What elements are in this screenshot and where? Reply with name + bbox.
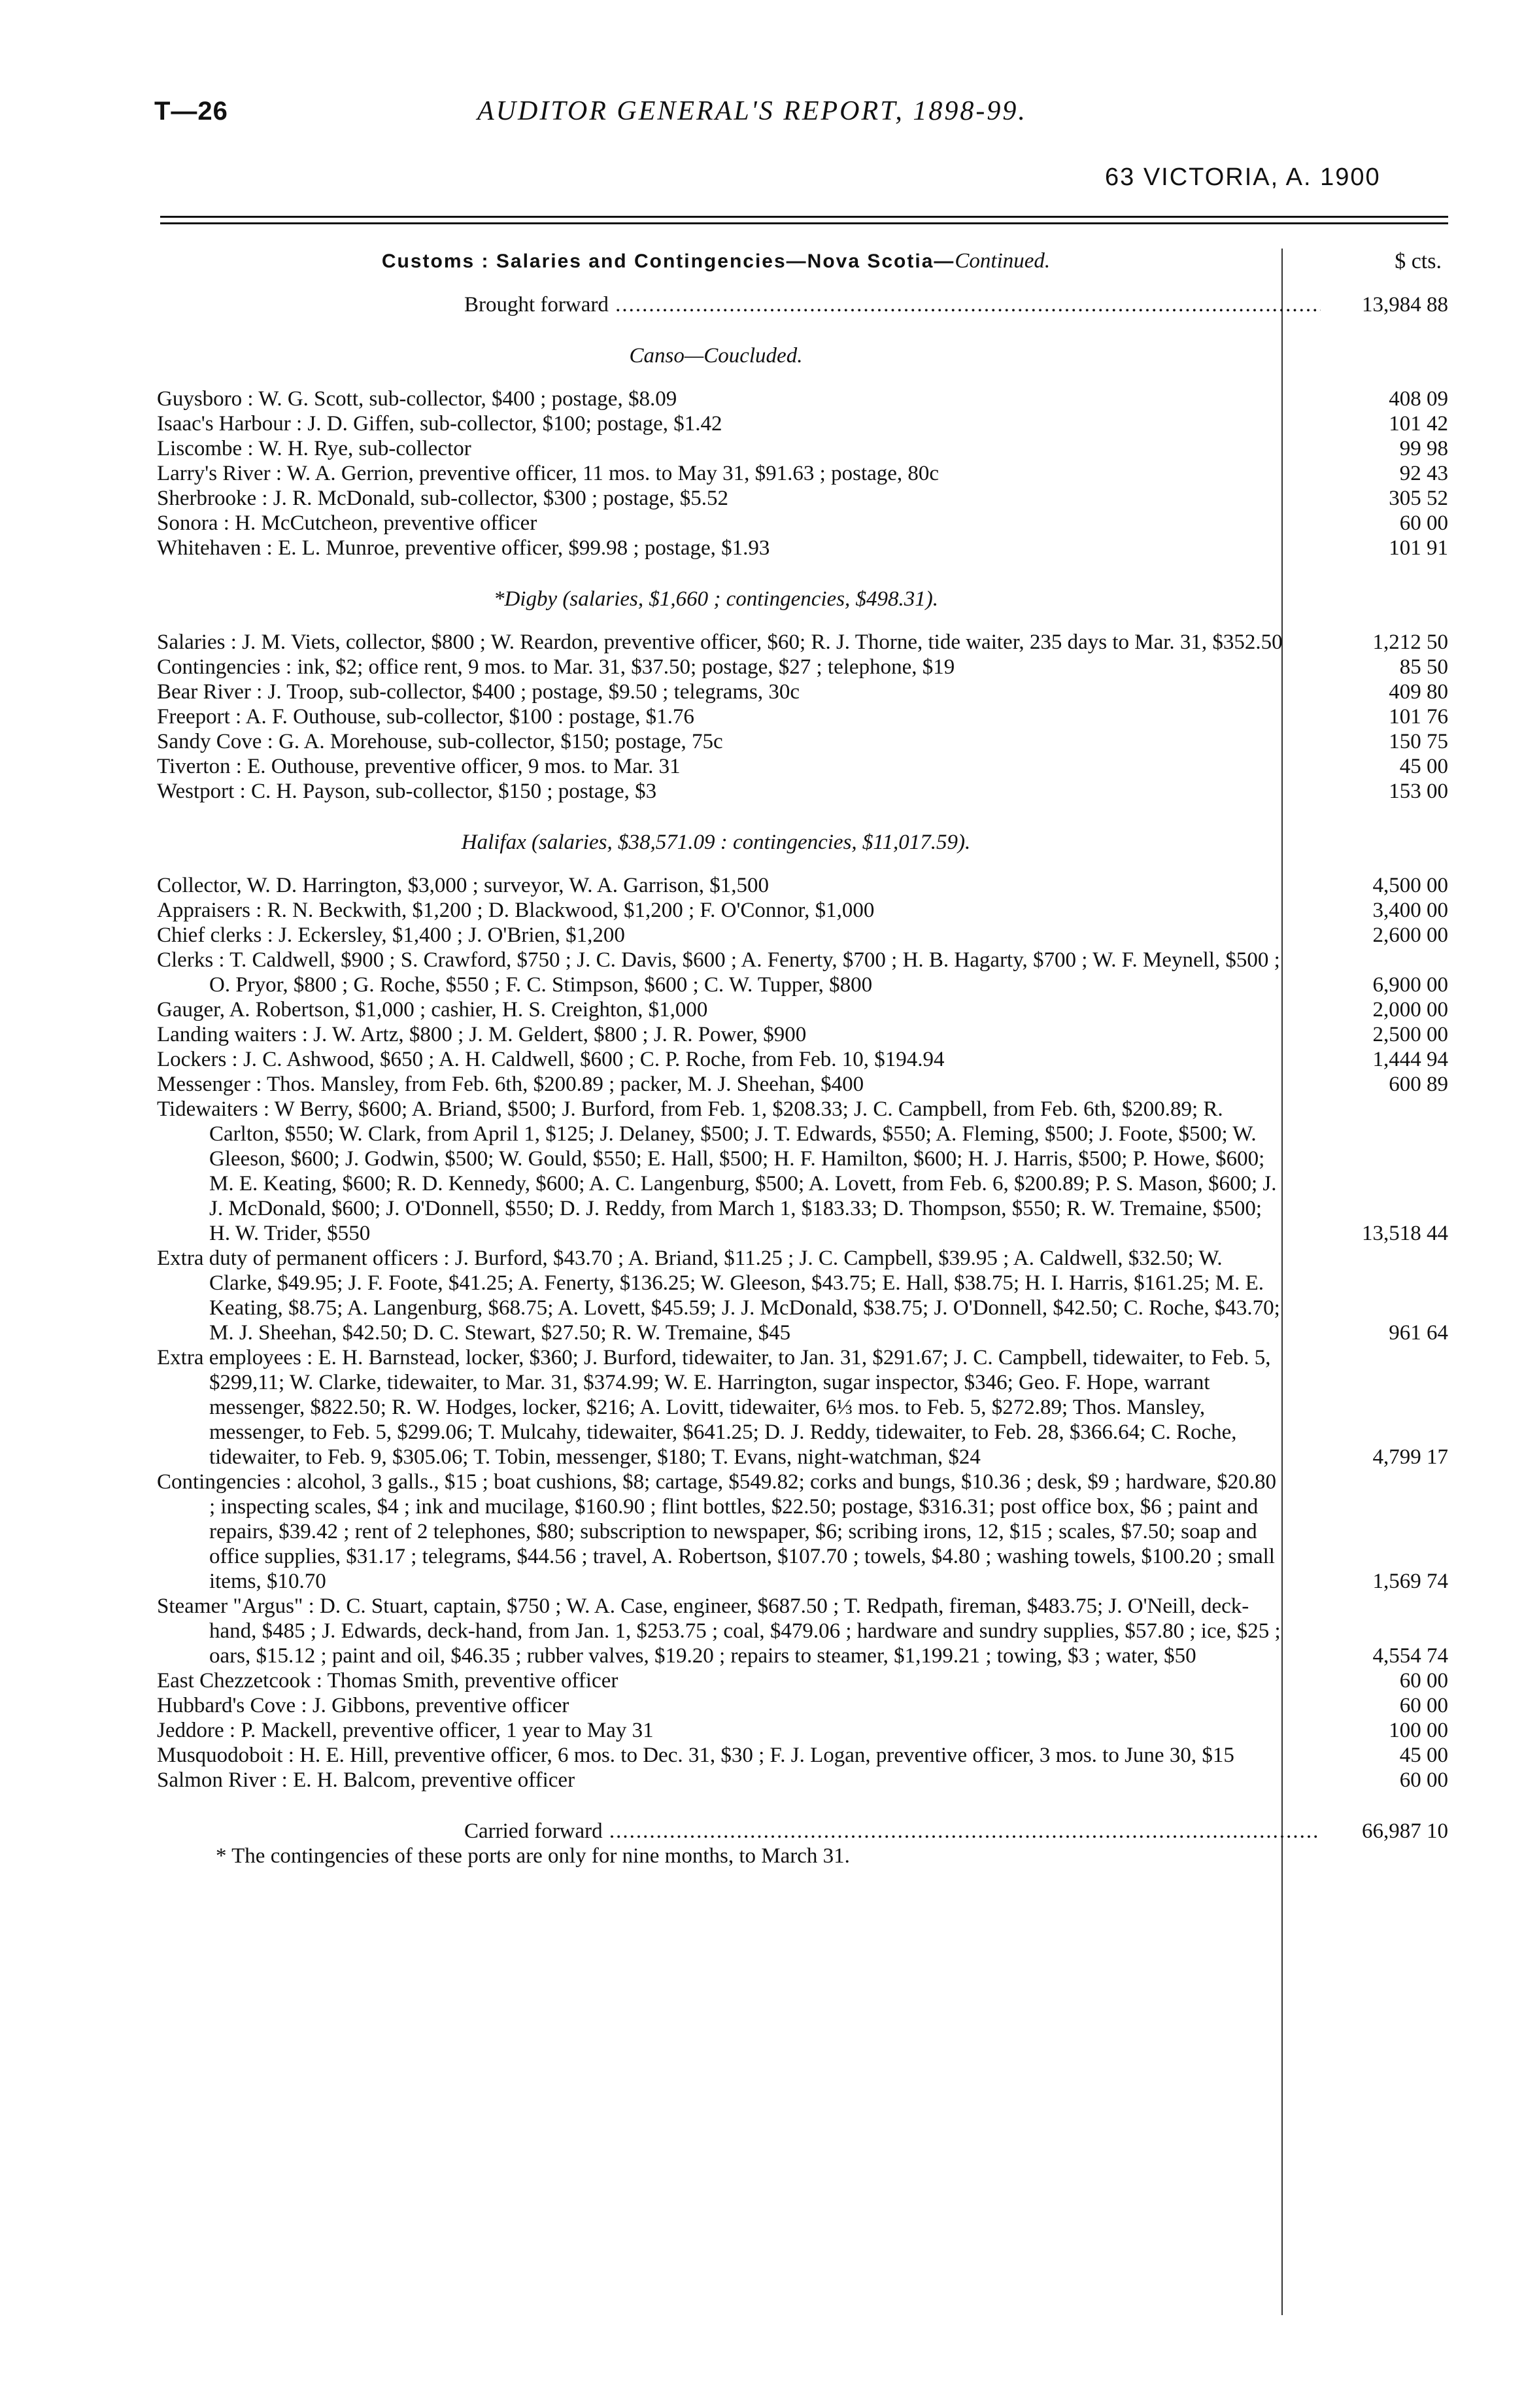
- entry-text: Bear River : J. Troop, sub-collector, $400 ; postage, $9.50 ; telegrams, 30c: [157, 680, 800, 704]
- entry-amount: 1,212 50: [1372, 630, 1448, 654]
- ledger-row: [157, 948, 1448, 997]
- ledger-row: [157, 1594, 1448, 1668]
- brought-forward-amount: 13,984 88: [1362, 293, 1448, 317]
- entry-text: Contingencies : alcohol, 3 galls., $15 ; boat cushions, $8; cartage, $549.82; corks and bungs, $10.36 ; desk, $9 ; hardware, $20.80 ; inspecting scales, $4 ; ink and mucilage, $160.90 ; flint bottles, $22.50; postage, $316.31; post office box, $6 ; paint and repairs, $39.42 ; rent of 2 telephones, $80; subscription to newspaper, $6; scribing irons, 12, $15 ; scales, $7.50; soap and office supplies, $31.17 ; telegrams, $44.56 ; travel, A. Robertson, $107.70 ; towels, $4.80 ; washing towels, $100.20 ; small items, $10.70: [157, 1470, 1277, 1593]
- ledger-row: [157, 436, 1448, 461]
- ledger-row: [157, 655, 1448, 679]
- ledger-row: [157, 1718, 1448, 1743]
- entry-text: Salaries : J. M. Viets, collector, $800 ; W. Reardon, preventive officer, $60; R. J. Thorne, tide waiter, 235 days to Mar. 31, $352.50: [157, 630, 1283, 654]
- session-label: 63 VICTORIA, A. 1900: [1105, 163, 1381, 191]
- ledger-row: [157, 898, 1448, 923]
- entry-amount: 101 76: [1389, 705, 1448, 729]
- entry-amount: 4,554 74: [1372, 1644, 1448, 1668]
- digby-rows: [157, 630, 1448, 804]
- entry-amount: 101 91: [1389, 536, 1448, 560]
- entry-text: Musquodoboit : H. E. Hill, preventive officer, 6 mos. to Dec. 31, $30 ; F. J. Logan, preventive officer, 3 mos. to June 30, $15: [157, 1744, 1234, 1767]
- ledger-row: [157, 1345, 1448, 1470]
- entry-text: Appraisers : R. N. Beckwith, $1,200 ; D. Blackwood, $1,200 ; F. O'Connor, $1,000: [157, 899, 875, 922]
- ledger-row: [157, 873, 1448, 898]
- entry-text: Messenger : Thos. Mansley, from Feb. 6th, $200.89 ; packer, M. J. Sheehan, $400: [157, 1073, 864, 1096]
- entry-text: Guysboro : W. G. Scott, sub-collector, $400 ; postage, $8.09: [157, 387, 677, 411]
- entry-amount: 99 98: [1399, 437, 1448, 460]
- entry-text: Liscombe : W. H. Rye, sub-collector: [157, 437, 471, 460]
- entry-text: Contingencies : ink, $2; office rent, 9 mos. to Mar. 31, $37.50; postage, $27 ; telephone, $19: [157, 655, 955, 679]
- entry-text: Isaac's Harbour : J. D. Giffen, sub-collector, $100; postage, $1.42: [157, 412, 722, 436]
- ledger-row: [157, 1097, 1448, 1246]
- ledger-row: [157, 1693, 1448, 1718]
- unit-label: $ cts.: [1395, 249, 1442, 273]
- entry-amount: 961 64: [1389, 1321, 1448, 1345]
- entry-amount: 153 00: [1389, 780, 1448, 803]
- halifax-heading-row: [157, 830, 1448, 855]
- ledger-row: [157, 729, 1448, 754]
- canso-rows: [157, 387, 1448, 560]
- brought-forward-label: Brought forward .....: [464, 293, 1321, 317]
- ledger-row: [157, 1072, 1448, 1097]
- entry-text: Steamer "Argus" : D. C. Stuart, captain, $750 ; W. A. Case, engineer, $687.50 ; T. Redpath, fireman, $483.75; J. O'Neill, deck-hand, $485 ; J. Edwards, deck-hand, from Jan. 1, $253.75 ; coal, $479.06 ; hardware and sundry supplies, $57.80 ; ice, $25 ; oars, $15.12 ; paint and oil, $46.35 ; rubber valves, $19.20 ; repairs to steamer, $1,199.21 ; towing, $3 ; water, $50: [157, 1594, 1281, 1668]
- header-rule-bottom: [160, 222, 1448, 224]
- ledger-row: [157, 779, 1448, 804]
- footnote: * The contingencies of these ports are only for nine months, to March 31.: [216, 1844, 850, 1868]
- report-title: AUDITOR GENERAL'S REPORT, 1898-99.: [477, 96, 1027, 126]
- entry-amount: 3,400 00: [1372, 899, 1448, 922]
- ledger-row: [157, 1022, 1448, 1047]
- digby-heading: *Digby (salaries, $1,660 ; contingencies, $498.31).: [493, 587, 939, 611]
- carried-forward-amount: 66,987 10: [1362, 1819, 1448, 1843]
- ledger-row: [157, 486, 1448, 511]
- entry-amount: 60 00: [1399, 1669, 1448, 1693]
- entry-text: East Chezzetcook : Thomas Smith, preventive officer: [157, 1669, 618, 1693]
- entry-amount: 101 42: [1389, 412, 1448, 436]
- entry-amount: 2,600 00: [1372, 923, 1448, 947]
- canso-heading: Canso—Coucluded.: [629, 344, 803, 368]
- entry-text: Extra duty of permanent officers : J. Burford, $43.70 ; A. Briand, $11.25 ; J. C. Campbell, $39.95 ; A. Caldwell, $32.50; W. Clarke, $49.95; J. F. Foote, $41.25; A. Fenerty, $136.25; W. Gleeson, $43.75; E. Hall, $38.75; H. I. Harris, $161.25; M. E. Keating, $8.75; A. Langenburg, $68.75; A. Lovett, $45.59; J. J. McDonald, $38.75; J. O'Donnell, $42.50; C. Roche, $43.70; M. J. Sheehan, $42.50; D. C. Stewart, $27.50; R. W. Tremaine, $45: [157, 1247, 1280, 1345]
- ledger-row: [157, 704, 1448, 729]
- entry-amount: 13,518 44: [1362, 1222, 1448, 1245]
- section-title-row: [157, 249, 1448, 274]
- brought-forward-row: [157, 292, 1448, 317]
- footnote-row: [157, 1844, 1448, 1868]
- carried-forward-label: Carried forward .....: [464, 1819, 1321, 1843]
- ledger-row: [157, 754, 1448, 779]
- entry-amount: 45 00: [1399, 755, 1448, 778]
- ledger-row: [157, 1668, 1448, 1693]
- canso-heading-row: [157, 343, 1448, 368]
- entry-text: Clerks : T. Caldwell, $900 ; S. Crawford, $750 ; J. C. Davis, $600 ; A. Fenerty, $700 ; H. B. Hagarty, $700 ; W. F. Meynell, $500 ; O. Pryor, $800 ; G. Roche, $550 ; F. C. Stimpson, $600 ; C. W. Tupper, $800: [157, 948, 1280, 997]
- entry-amount: 6,900 00: [1372, 973, 1448, 997]
- ledger-row: [157, 679, 1448, 704]
- ledger-row: [157, 536, 1448, 560]
- entry-amount: 305 52: [1389, 487, 1448, 510]
- ledger-row: [157, 461, 1448, 486]
- entry-amount: 60 00: [1399, 1694, 1448, 1717]
- ledger-row: [157, 411, 1448, 436]
- entry-amount: 4,799 17: [1372, 1445, 1448, 1469]
- entry-text: Sonora : H. McCutcheon, preventive officer: [157, 511, 537, 535]
- ledger-row: [157, 923, 1448, 948]
- ledger-row: [157, 630, 1448, 655]
- ledger-row: [157, 387, 1448, 411]
- entry-text: Freeport : A. F. Outhouse, sub-collector, $100 : postage, $1.76: [157, 705, 694, 729]
- entry-text: Gauger, A. Robertson, $1,000 ; cashier, H. S. Creighton, $1,000: [157, 998, 708, 1022]
- entry-text: Tiverton : E. Outhouse, preventive officer, 9 mos. to Mar. 31: [157, 755, 681, 778]
- digby-heading-row: [157, 587, 1448, 611]
- entry-text: Jeddore : P. Mackell, preventive officer, 1 year to May 31: [157, 1719, 654, 1742]
- entry-text: Tidewaiters : W Berry, $600; A. Briand, $500; J. Burford, from Feb. 1, $208.33; J. C. Campbell, from Feb. 6th, $200.89; R. Carlton, $550; W. Clark, from April 1, $125; J. Delaney, $500; J. T. Edwards, $550; A. Fleming, $500; J. Foote, $500; W. Gleeson, $600; J. Godwin, $500; W. Gould, $550; E. Hall, $500; H. F. Hamilton, $600; H. J. Harris, $500; P. Howe, $600; M. E. Keating, $600; R. D. Kennedy, $600; A. C. Langenburg, $500; A. Lovett, from Feb. 6, $200.89; P. S. Mason, $600; J. J. McDonald, $600; J. O'Donnell, $550; D. J. Reddy, from March 1, $183.33; D. Thompson, $550; R. W. Tremaine, $500; H. W. Trider, $550: [157, 1097, 1277, 1245]
- page-id: T—26: [154, 97, 228, 126]
- entry-text: Sandy Cove : G. A. Morehouse, sub-collector, $150; postage, 75c: [157, 730, 723, 753]
- entry-text: Whitehaven : E. L. Munroe, preventive officer, $99.98 ; postage, $1.93: [157, 536, 770, 560]
- entry-amount: 60 00: [1399, 511, 1448, 535]
- entry-amount: 92 43: [1399, 462, 1448, 485]
- entry-text: Salmon River : E. H. Balcom, preventive officer: [157, 1768, 575, 1792]
- section-title: Customs : Salaries and Contingencies—Nova Scotia—: [381, 250, 955, 272]
- ledger-row: [157, 511, 1448, 536]
- ledger-row: [157, 1047, 1448, 1072]
- entry-text: Collector, W. D. Harrington, $3,000 ; surveyor, W. A. Garrison, $1,500: [157, 874, 769, 897]
- ledger-row: [157, 997, 1448, 1022]
- header-rule-top: [160, 216, 1448, 218]
- entry-text: Larry's River : W. A. Gerrion, preventive officer, 11 mos. to May 31, $91.63 ; postage, 80c: [157, 462, 940, 485]
- halifax-heading: Halifax (salaries, $38,571.09 : contingencies, $11,017.59).: [461, 831, 971, 854]
- entry-text: Lockers : J. C. Ashwood, $650 ; A. H. Caldwell, $600 ; C. P. Roche, from Feb. 10, $194.94: [157, 1048, 945, 1071]
- section-title-continued: Continued.: [955, 249, 1051, 273]
- ledger-row: [157, 1743, 1448, 1768]
- ledger-row: [157, 1768, 1448, 1793]
- entry-text: Hubbard's Cove : J. Gibbons, preventive officer: [157, 1694, 569, 1717]
- entry-amount: 60 00: [1399, 1768, 1448, 1792]
- entry-amount: 1,569 74: [1372, 1570, 1448, 1593]
- entry-text: Sherbrooke : J. R. McDonald, sub-collector, $300 ; postage, $5.52: [157, 487, 728, 510]
- entry-amount: 100 00: [1389, 1719, 1448, 1742]
- entry-amount: 600 89: [1389, 1073, 1448, 1096]
- ledger-table: [157, 249, 1448, 1868]
- entry-text: Extra employees : E. H. Barnstead, locker, $360; J. Burford, tidewaiter, to Jan. 31, $291.67; J. C. Campbell, tidewaiter, to Feb. 5, $299,11; W. Clarke, tidewaiter, to Mar. 31, $374.99; W. E. Harrington, sugar inspector, $346; Geo. F. Hope, warrant messenger, $822.50; R. W. Hodges, locker, $216; A. Lovitt, tidewaiter, 6⅓ mos. to Feb. 5, $272.89; Thos. Mansley, messenger, to Feb. 5, $299.06; T. Mulcahy, tidewaiter, $641.25; D. J. Reddy, tidewaiter, to Feb. 28, $366.64; C. Roche, tidewaiter, to Feb. 9, $305.06; T. Tobin, messenger, $180; T. Evans, night-watchman, $24: [157, 1346, 1271, 1469]
- entry-amount: 85 50: [1399, 655, 1448, 679]
- halifax-rows: [157, 873, 1448, 1793]
- entry-amount: 1,444 94: [1372, 1048, 1448, 1071]
- entry-text: Chief clerks : J. Eckersley, $1,400 ; J. O'Brien, $1,200: [157, 923, 625, 947]
- entry-amount: 408 09: [1389, 387, 1448, 411]
- entry-text: Westport : C. H. Payson, sub-collector, $150 ; postage, $3: [157, 780, 657, 803]
- entry-text: Landing waiters : J. W. Artz, $800 ; J. M. Geldert, $800 ; J. R. Power, $900: [157, 1023, 807, 1046]
- entry-amount: 2,000 00: [1372, 998, 1448, 1022]
- entry-amount: 45 00: [1399, 1744, 1448, 1767]
- ledger-row: [157, 1246, 1448, 1345]
- ledger-row: [157, 1470, 1448, 1594]
- entry-amount: 4,500 00: [1372, 874, 1448, 897]
- entry-amount: 409 80: [1389, 680, 1448, 704]
- entry-amount: 150 75: [1389, 730, 1448, 753]
- entry-amount: 2,500 00: [1372, 1023, 1448, 1046]
- carried-forward-row: [157, 1819, 1448, 1844]
